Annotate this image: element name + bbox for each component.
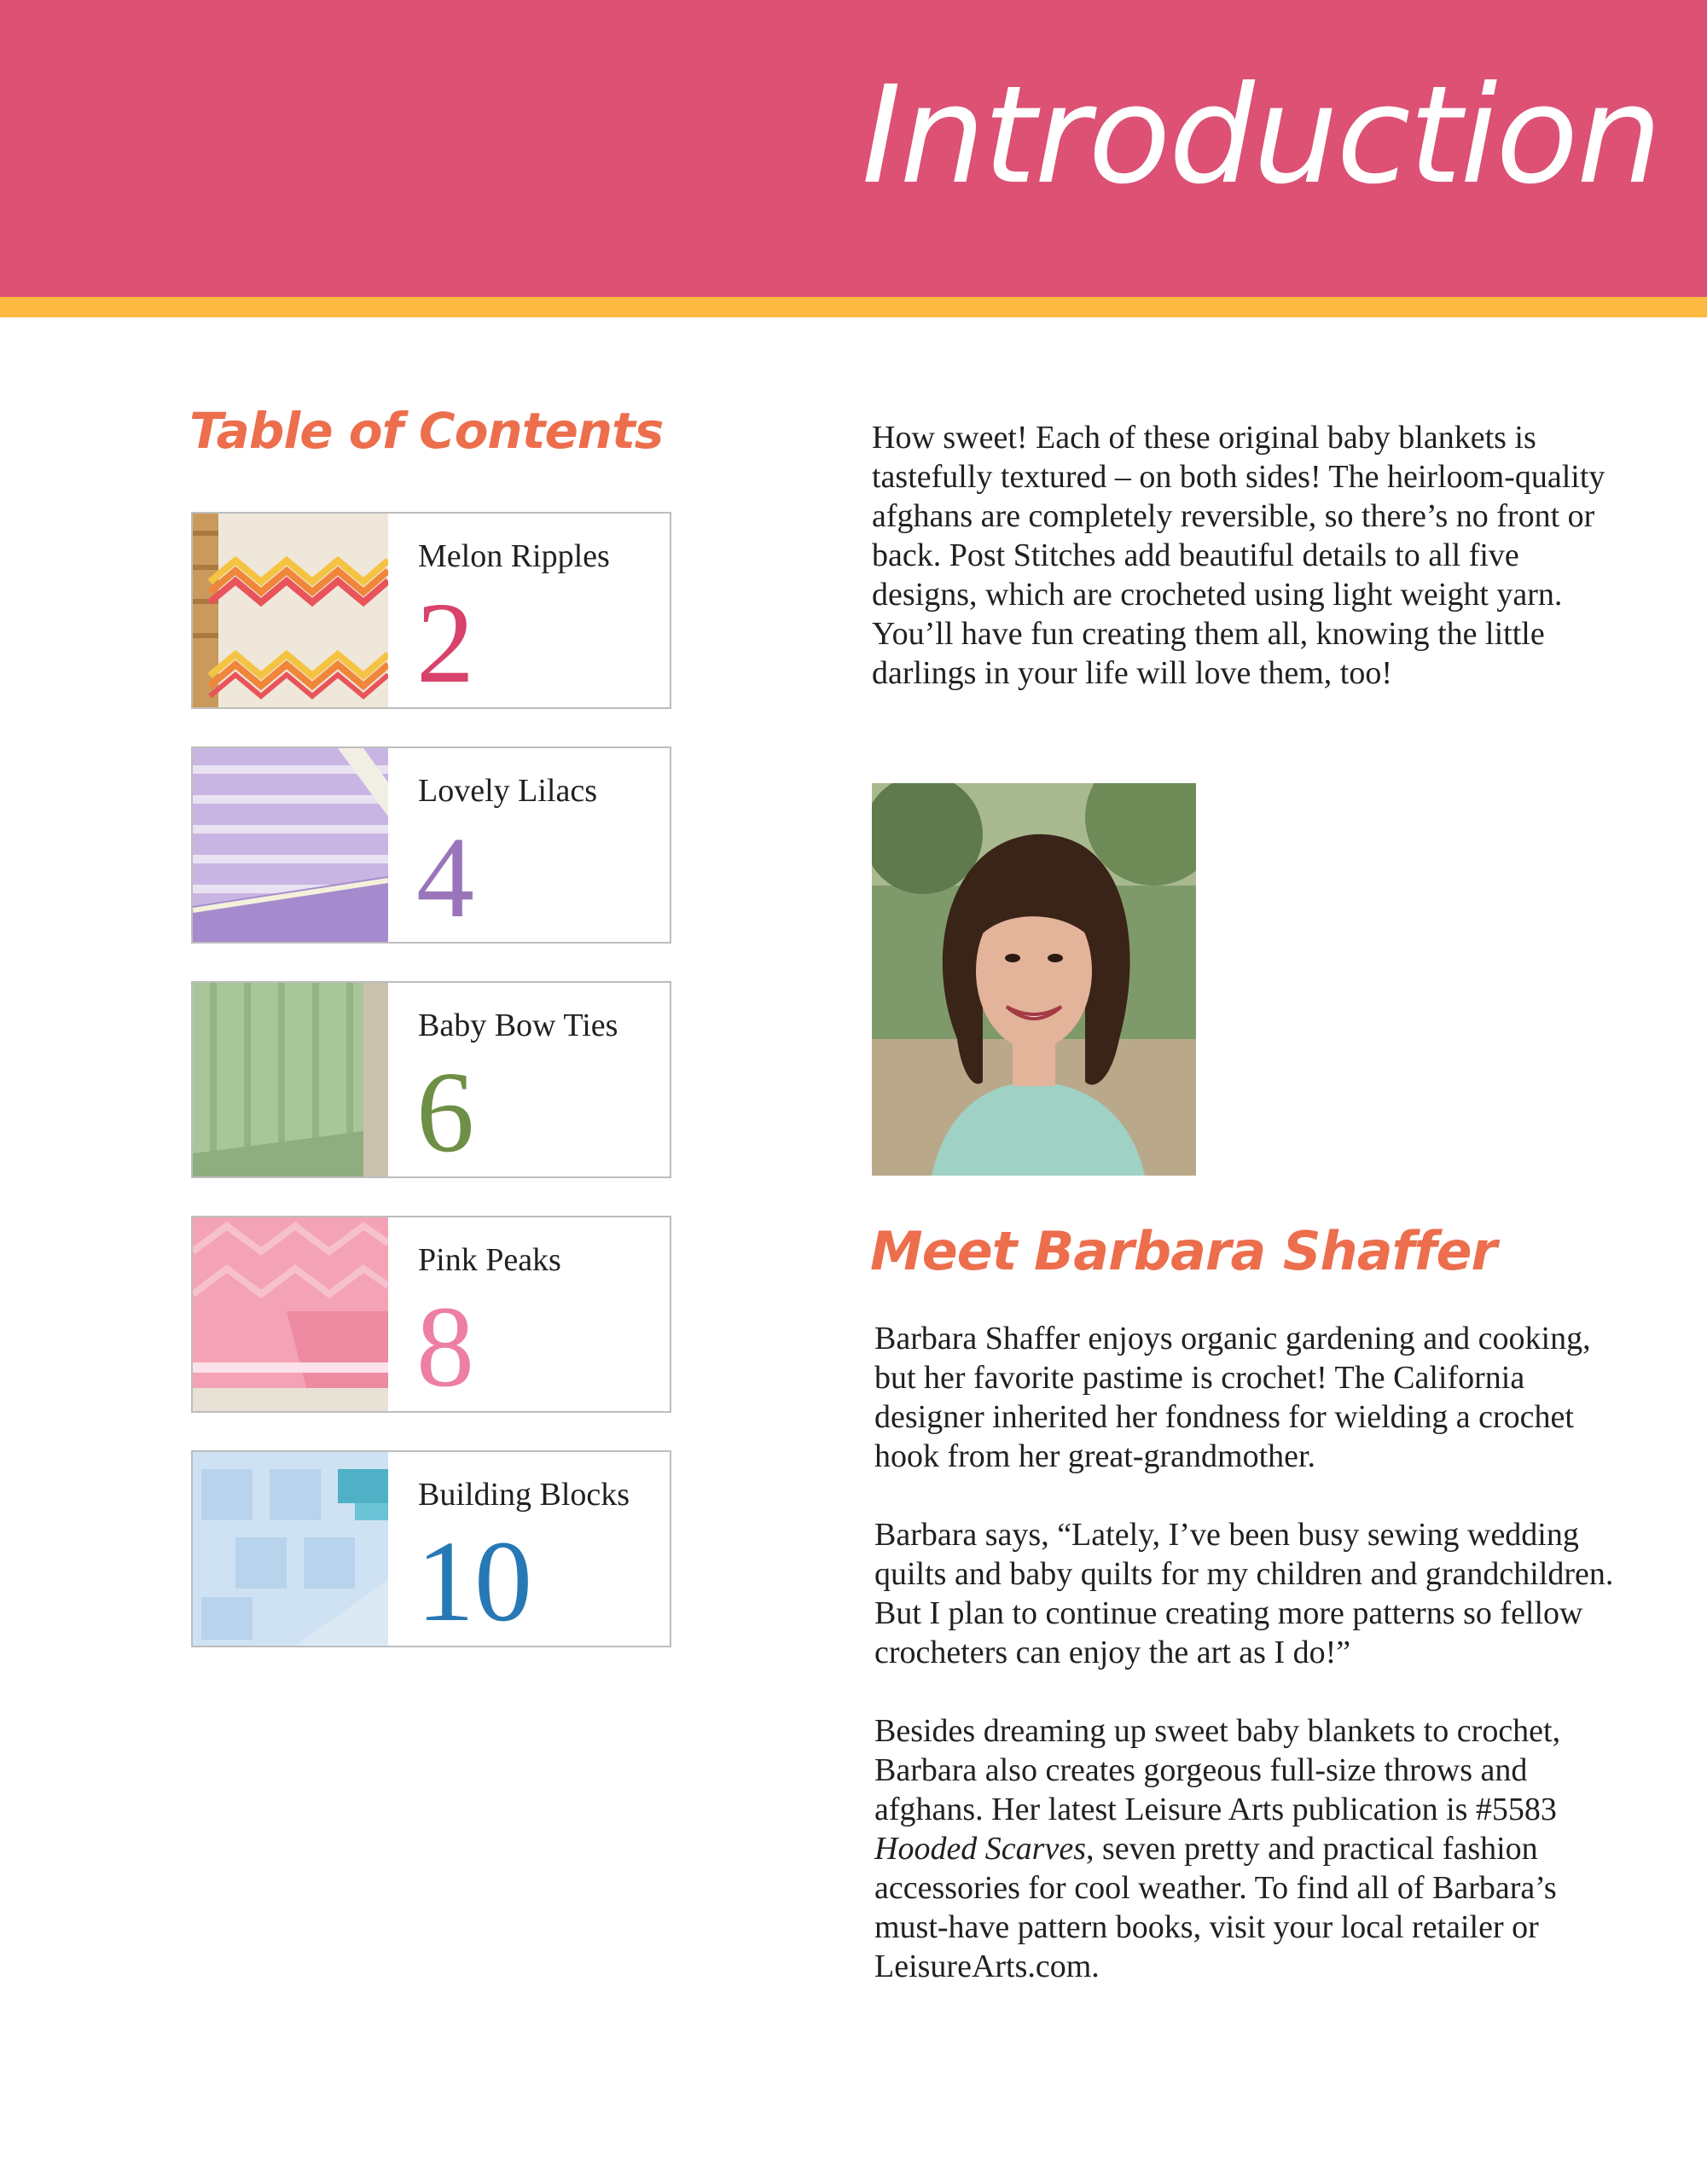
page-title: Introduction bbox=[862, 57, 1661, 214]
toc-entry-title: Building Blocks bbox=[418, 1477, 630, 1513]
toc-entry-melon-ripples[interactable] bbox=[191, 512, 671, 709]
toc-entry-lovely-lilacs[interactable] bbox=[191, 746, 671, 944]
toc-entry-title: Pink Peaks bbox=[418, 1242, 561, 1278]
toc-entry-title: Melon Ripples bbox=[418, 538, 610, 574]
building-blocks-blanket-photo bbox=[193, 1452, 388, 1646]
author-bio-text: Besides dreaming up sweet baby blankets to crochet, Barbara also creates gorgeous full-size throws and afghans. Her latest Leisure Arts publication is #5583 bbox=[874, 1713, 1561, 1827]
author-bio-text: , seven pretty and practical fashion accessories for cool weather. To find all of Barbara’s must-have pattern books, visit your local retailer or LeisureArts.com. bbox=[874, 1831, 1557, 1984]
toc-heading: Table of Contents bbox=[189, 402, 664, 460]
toc-entry-page-number: 4 bbox=[416, 814, 474, 942]
baby-bow-ties-blanket-photo bbox=[193, 983, 388, 1176]
author-bio-paragraph-3 bbox=[874, 1711, 1625, 1986]
toc-entry-title: Baby Bow Ties bbox=[418, 1008, 618, 1043]
author-bio-paragraph-1: Barbara Shaffer enjoys organic gardening and cooking, but her favorite pastime is crochet! The California designer inherited her fondness for wielding a crochet hook from her great-grandmother. bbox=[874, 1321, 1591, 1474]
toc-entry-page-number: 6 bbox=[416, 1048, 474, 1176]
author-heading: Meet Barbara Shaffer bbox=[870, 1220, 1497, 1282]
pink-peaks-blanket-photo bbox=[193, 1217, 388, 1411]
intro-paragraph: How sweet! Each of these original baby blankets is tastefully textured – on both sides! The heirloom-quality afghans are completely reversible, so there’s no front or back. Post Stitches add beautiful details to all five designs, which are crocheted using light weight yarn. You’ll have fun creating them all, knowing the little darlings in your life will love them, too! bbox=[872, 420, 1605, 691]
toc-entry-building-blocks[interactable] bbox=[191, 1450, 671, 1647]
toc-entry-pink-peaks[interactable] bbox=[191, 1216, 671, 1413]
toc-entry-baby-bow-ties[interactable] bbox=[191, 981, 671, 1178]
toc-entry-title: Lovely Lilacs bbox=[418, 773, 597, 809]
author-bio-paragraph-2: Barbara says, “Lately, I’ve been busy sewing wedding quilts and baby quilts for my children and grandchildren. But I plan to continue creating more patterns so fellow crocheters can enjoy the art as I do!” bbox=[874, 1517, 1614, 1670]
author-portrait-photo bbox=[872, 783, 1196, 1176]
toc-entry-page-number: 2 bbox=[416, 579, 474, 707]
header-stripe bbox=[0, 297, 1707, 317]
toc-entry-page-number: 10 bbox=[416, 1518, 532, 1646]
book-title: Hooded Scarves bbox=[874, 1831, 1086, 1867]
toc-entry-page-number: 8 bbox=[416, 1283, 474, 1411]
lovely-lilacs-blanket-photo bbox=[193, 748, 388, 942]
melon-ripples-blanket-photo bbox=[193, 514, 388, 707]
